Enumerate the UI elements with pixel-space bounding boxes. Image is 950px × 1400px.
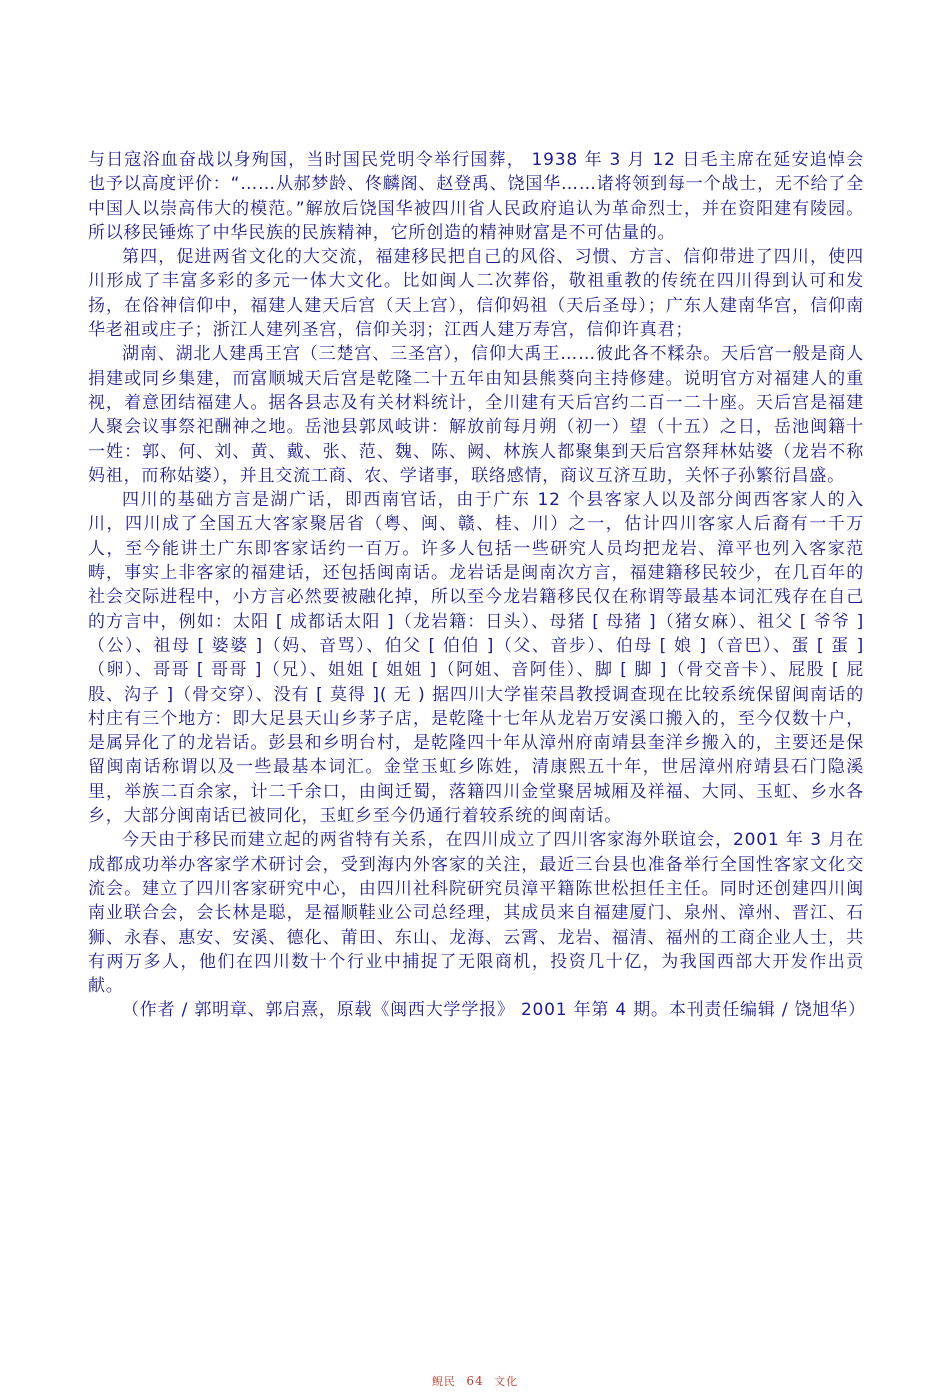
page-footer bbox=[0, 1373, 950, 1389]
paragraph-4: 四川的基础方言是湖广话，即西南官话，由于广东 12 个县客家人以及部分闽西客家人的入川，四川成了全国五大客家聚居省（粤、闽、赣、桂、川）之一，估计四川客家人后裔有一千万人，至今能讲土广东即客家话约一百万。许多人包括一些研究人员均把龙岩、漳平也列入客家范畴，事实上非客家的福建话，还包括闽南话。龙岩话是闽南次方言，福建籍移民较少，在几百年的社会交际进程中，小方言必然要被融化掉，所以至今龙岩籍移民仅在称谓等最基本词汇残存在自己的方言中，例如：太阳 [ 成都话太阳 ]（龙岩籍：日头）、母猪 [ 母猪 ]（猪女麻）、祖父 [ 爷爷 ]（公）、祖母 [ 婆婆 ]（妈、音骂）、伯父 [ 伯伯 ]（父、音步）、伯母 [ 娘 ]（音巴）、蛋 [ 蛋 ]（卵）、哥哥 [ 哥哥 ]（兄）、姐姐 [ 姐姐 ]（阿姐、音阿佳）、脚 [ 脚 ]（骨交音卡）、屁股 [ 屁股、沟子 ]（骨交穿）、没有 [ 莫得 ]( 无 ) 据四川大学崔荣昌教授调查现在比较系统保留闽南话的村庄有三个地方：即大足县天山乡茅子店，是乾隆十七年从龙岩万安溪口搬入的，至今仅数十户，是属异化了的龙岩话。彭县和乡明台村，是乾隆四十年从漳州府南靖县奎洋乡搬入的，主要还是保留闽南话称谓以及一些最基本词汇。金堂玉虹乡陈姓，清康熙五十年，世居漳州府靖县石门隐溪里，举族二百余家，计二千余口，由闽迁蜀，落籍四川金堂聚居城厢及祥福、大同、玉虹、乡水各乡，大部分闽南话已被同化，玉虹乡至今仍通行着较系统的闽南话。 bbox=[88, 490, 864, 827]
footer-right-label: 文化 bbox=[494, 1375, 519, 1388]
article-body bbox=[88, 148, 864, 1023]
footer-left-label: 鲵民 bbox=[431, 1375, 456, 1388]
paragraph-1: 与日寇浴血奋战以身殉国，当时国民党明令举行国葬， 1938 年 3 月 12 日毛主席在延安追悼会也予以高度评价：“……从郝梦龄、佟麟阁、赵登禹、饶国华……诸将领到每一个战士，无不给了全中国人以崇高伟大的模范。”解放后饶国华被四川省人民政府追认为革命烈士，并在资阳建有陵园。所以移民锤炼了中华民族的民族精神，它所创造的精神财富是不可估量的。 bbox=[88, 150, 864, 243]
paragraph-5: 今天由于移民而建立起的两省特有关系，在四川成立了四川客家海外联谊会，2001 年 3 月在成都成功举办客家学术研讨会，受到海内外客家的关注，最近三台县也准备举行全国性客家文化交流会。建立了四川客家研究中心，由四川社科院研究员漳平籍陈世松担任主任。同时还创建四川闽南业联合会，会长林是聪，是福顺鞋业公司总经理，其成员来自福建厦门、泉州、漳州、晋江、石狮、永春、惠安、安溪、德化、莆田、东山、龙海、云霄、龙岩、福清、福州的工商企业人士，共有两万多人，他们在四川数十个行业中捕捉了无限商机，投资几十亿，为我国西部大开发作出贡献。 bbox=[88, 830, 864, 997]
paragraph-2: 第四，促进两省文化的大交流，福建移民把自己的风俗、习惯、方言、信仰带进了四川，使四川形成了丰富多彩的多元一体大文化。比如闽人二次葬俗，敬祖重教的传统在四川得到认可和发扬，在俗神信仰中，福建人建天后宫（天上宫），信仰妈祖（天后圣母）；广东人建南华宫，信仰南华老祖或庄子；浙江人建列圣宫，信仰关羽；江西人建万寿宫，信仰许真君； bbox=[88, 247, 864, 341]
author-credit: （作者 / 郭明章、郭启熹，原载《闽西大学学报》 2001 年第 4 期。本刊责任编辑 / 饶旭华） bbox=[122, 1000, 866, 1021]
page-number: 64 bbox=[466, 1374, 484, 1388]
paragraph-3: 湖南、湖北人建禹王宫（三楚宫、三圣宫），信仰大禹王……彼此各不糅杂。天后宫一般是商人捐建或同乡集建，而富顺城天后宫是乾隆二十五年由知县熊葵向主持修建。说明官方对福建人的重视，着意团结福建人。据各县志及有关材料统计，全川建有天后宫约二百一二十座。天后宫是福建人聚会议事祭祀酬神之地。岳池县郭凤岐讲：解放前每月朔（初一）望（十五）之日，岳池闽籍十一姓：郭、何、刘、黄、戴、张、范、魏、陈、阙、林族人都聚集到天后宫祭拜林姑婆（龙岩不称妈祖，而称姑婆），并且交流工商、农、学诸事，联络感情，商议互济互助，关怀子孙繁衍昌盛。 bbox=[88, 344, 864, 486]
